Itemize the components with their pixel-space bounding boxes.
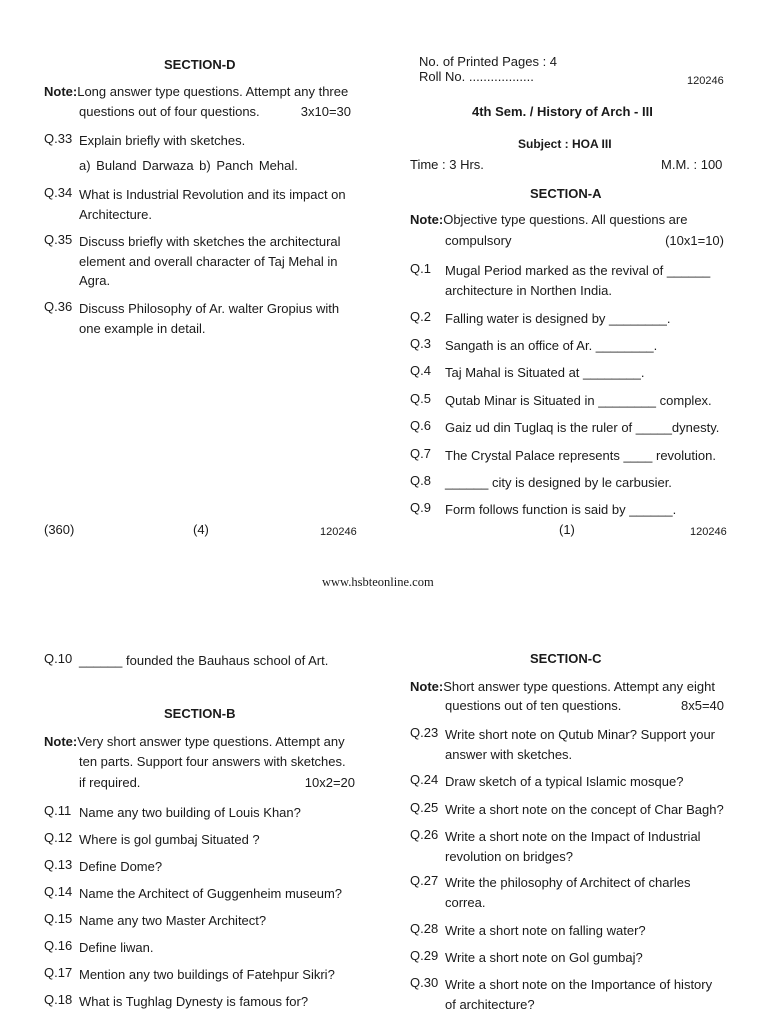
section-d-marks: 3x10=30 [300, 104, 351, 119]
roll-no: Roll No. .................. [419, 69, 534, 84]
section-a-marks: (10x1=10) [665, 233, 724, 248]
section-b-marks: 10x2=20 [304, 775, 355, 790]
section-c-note: Note:Short answer type questions. Attempt any eight [410, 679, 715, 694]
exam-time: Time : 3 Hrs. [410, 157, 484, 172]
paper-code-top: 120246 [687, 75, 724, 87]
footer-page-4: (4) [193, 522, 209, 537]
section-c-marks: 8x5=40 [680, 698, 724, 713]
section-b-title: SECTION-B [164, 706, 236, 721]
section-a-title: SECTION-A [530, 186, 602, 201]
printed-pages: No. of Printed Pages : 4 [419, 54, 558, 69]
course-title: 4th Sem. / History of Arch - III [472, 104, 653, 119]
footer-page-1: (1) [559, 522, 575, 537]
section-d-note-line2: questions out of four questions. 3x10=30 [79, 104, 351, 119]
section-a-note-line2: compulsory (10x1=10) [445, 233, 724, 248]
section-b-note-line3: if required. 10x2=20 [79, 775, 355, 790]
section-c-title: SECTION-C [530, 651, 602, 666]
section-a-note: Note:Objective type questions. All questions are [410, 212, 688, 227]
section-b-note-line2: ten parts. Support four answers with sketches. [79, 754, 346, 769]
footer-left-number: (360) [44, 522, 75, 537]
section-c-note-line2: questions out of ten questions. 8x5=40 [445, 698, 724, 713]
subject-title: Subject : HOA III [518, 137, 612, 151]
section-d-title: SECTION-D [164, 57, 236, 72]
max-marks: M.M. : 100 [661, 157, 723, 172]
footer-code-right: 120246 [690, 526, 727, 538]
section-d-note: Note:Long answer type questions. Attempt any three [44, 84, 349, 99]
website-link[interactable]: www.hsbteonline.com [322, 575, 434, 589]
footer-code-left: 120246 [320, 526, 357, 538]
q33-sub-options: a) Buland Darwaza b) Panch Mehal. [79, 158, 298, 173]
section-b-note: Note:Very short answer type questions. Attempt any [44, 734, 345, 749]
